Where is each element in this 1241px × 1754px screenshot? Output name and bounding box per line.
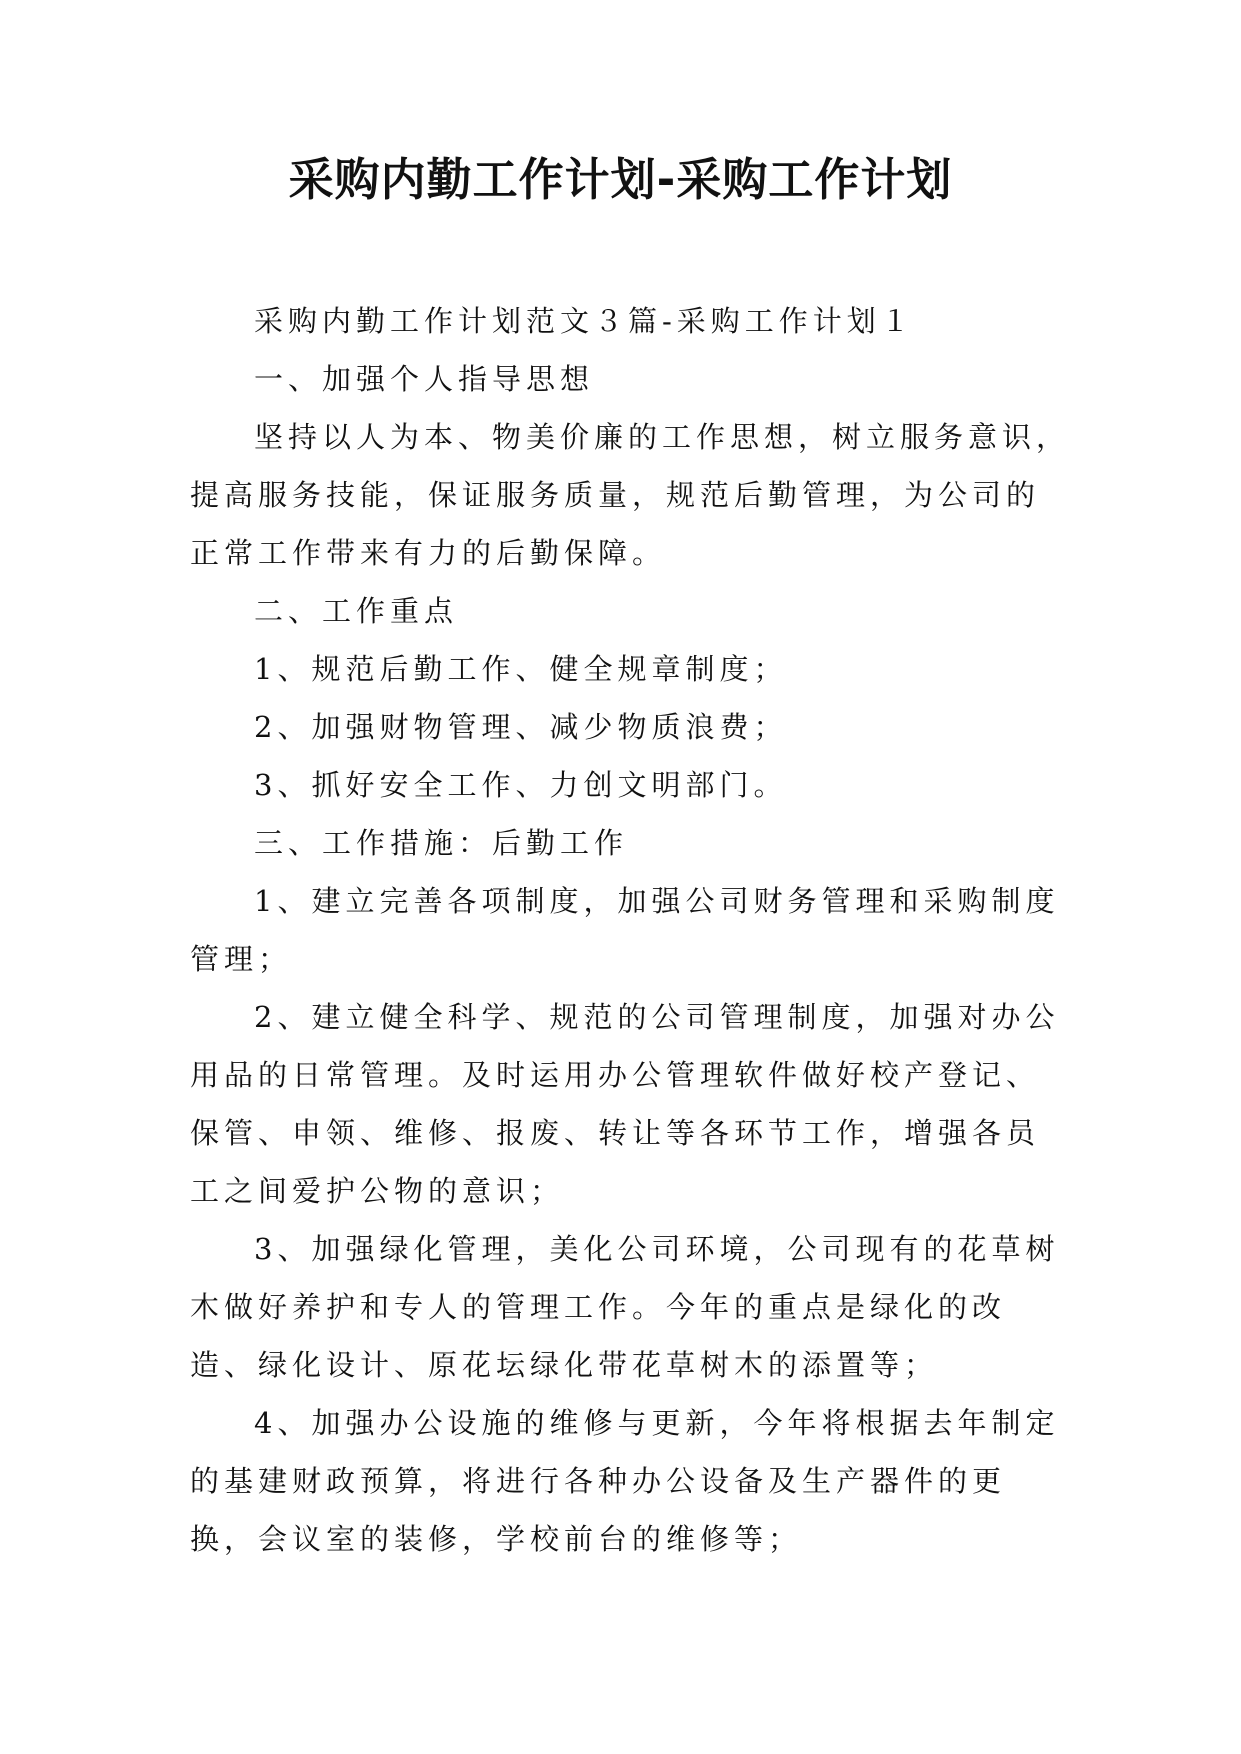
list-item-focus-2: 2、加强财物管理、减少物质浪费； [254,710,788,744]
heading-section-3: 三、工作措施：后勤工作 [254,826,629,860]
list-item-measure-4: 4、加强办公设施的维修与更新，今年将根据去年制定的基建财政预算，将进行各种办公设备及生产器件的更换，会议室的装修，学校前台的维修等； [190,1406,1060,1556]
list-item-measure-1: 1、建立完善各项制度，加强公司财务管理和采购制度管理； [190,884,1060,976]
document-title: 采购内勤工作计划-采购工作计划 [288,153,953,206]
document-body [190,292,1070,1568]
list-item-measure-2: 2、建立健全科学、规范的公司管理制度，加强对办公用品的日常管理。及时运用办公管理软件做好校产登记、保管、申领、维修、报废、转让等各环节工作，增强各员工之间爱护公物的意识； [190,1000,1060,1208]
list-item-focus-1: 1、规范后勤工作、健全规章制度； [254,652,788,686]
paragraph-guiding-thought: 坚持以人为本、物美价廉的工作思想，树立服务意识，提高服务技能，保证服务质量，规范后勤管理，为公司的正常工作带来有力的后勤保障。 [190,420,1071,570]
paragraph-subtitle: 采购内勤工作计划范文３篇-采购工作计划１ [254,304,915,338]
heading-section-1: 一、加强个人指导思想 [254,362,595,396]
heading-section-2: 二、工作重点 [254,594,459,628]
list-item-focus-3: 3、抓好安全工作、力创文明部门。 [254,768,788,802]
list-item-measure-3: 3、加强绿化管理，美化公司环境，公司现有的花草树木做好养护和专人的管理工作。今年的重点是绿化的改造、绿化设计、原花坛绿化带花草树木的添置等； [190,1232,1060,1382]
